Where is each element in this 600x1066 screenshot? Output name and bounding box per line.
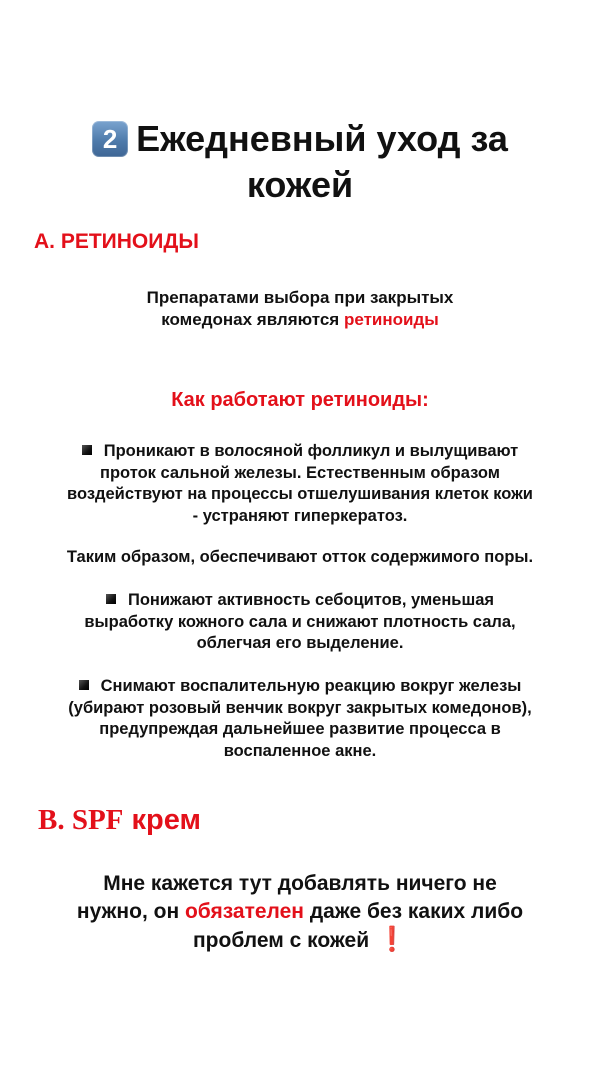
bullet-item-1: Проникают в волосяной фолликул и вылущивают проток сальной железы. Естественным образом воздействуют на процессы отшелушивания клеток кожи - устраняют гиперкератоз.: [67, 442, 533, 525]
intro-line-1: Препаратами выбора при закрытых: [146, 288, 454, 307]
title-line-1: Ежедневный уход за: [136, 118, 508, 159]
how-it-works-heading: Как работают ретиноиды:: [171, 389, 429, 411]
black-square-bullet-icon: [79, 680, 89, 690]
intro-highlight: ретиноиды: [343, 310, 439, 329]
section-b-text: Мне кажется тут добавлять ничего не нужно, он обязателен даже без каких либо проблем с кожей ❗: [76, 872, 524, 953]
black-square-bullet-icon: [82, 445, 92, 455]
section-a-heading: A. РЕТИНОИДЫ: [34, 230, 199, 253]
keycap-number-icon: 2: [92, 121, 128, 157]
bullet-item-2: Понижают активность себоцитов, уменьшая выработку кожного сала и снижают плотность сала, облегчая его выделение.: [84, 591, 516, 652]
title-line-2: кожей: [246, 164, 354, 205]
black-square-bullet-icon: [106, 594, 116, 604]
intro-line-2-prefix: комедонах являются: [161, 310, 344, 329]
bullet-item-3: Снимают воспалительную реакцию вокруг железы (убирают розовый венчик вокруг закрытых комедонов), предупреждая дальнейшее развитие процесса в воспаленное акне.: [68, 677, 532, 760]
section-b-heading: B. SPF крем: [38, 804, 201, 836]
page-title: [0, 116, 600, 208]
mandatory-highlight: обязателен: [184, 900, 304, 923]
exclamation-icon: ❗: [377, 926, 407, 953]
section-a-intro: [0, 287, 600, 331]
summary-text: Таким образом, обеспечивают отток содержимого поры.: [66, 548, 534, 566]
